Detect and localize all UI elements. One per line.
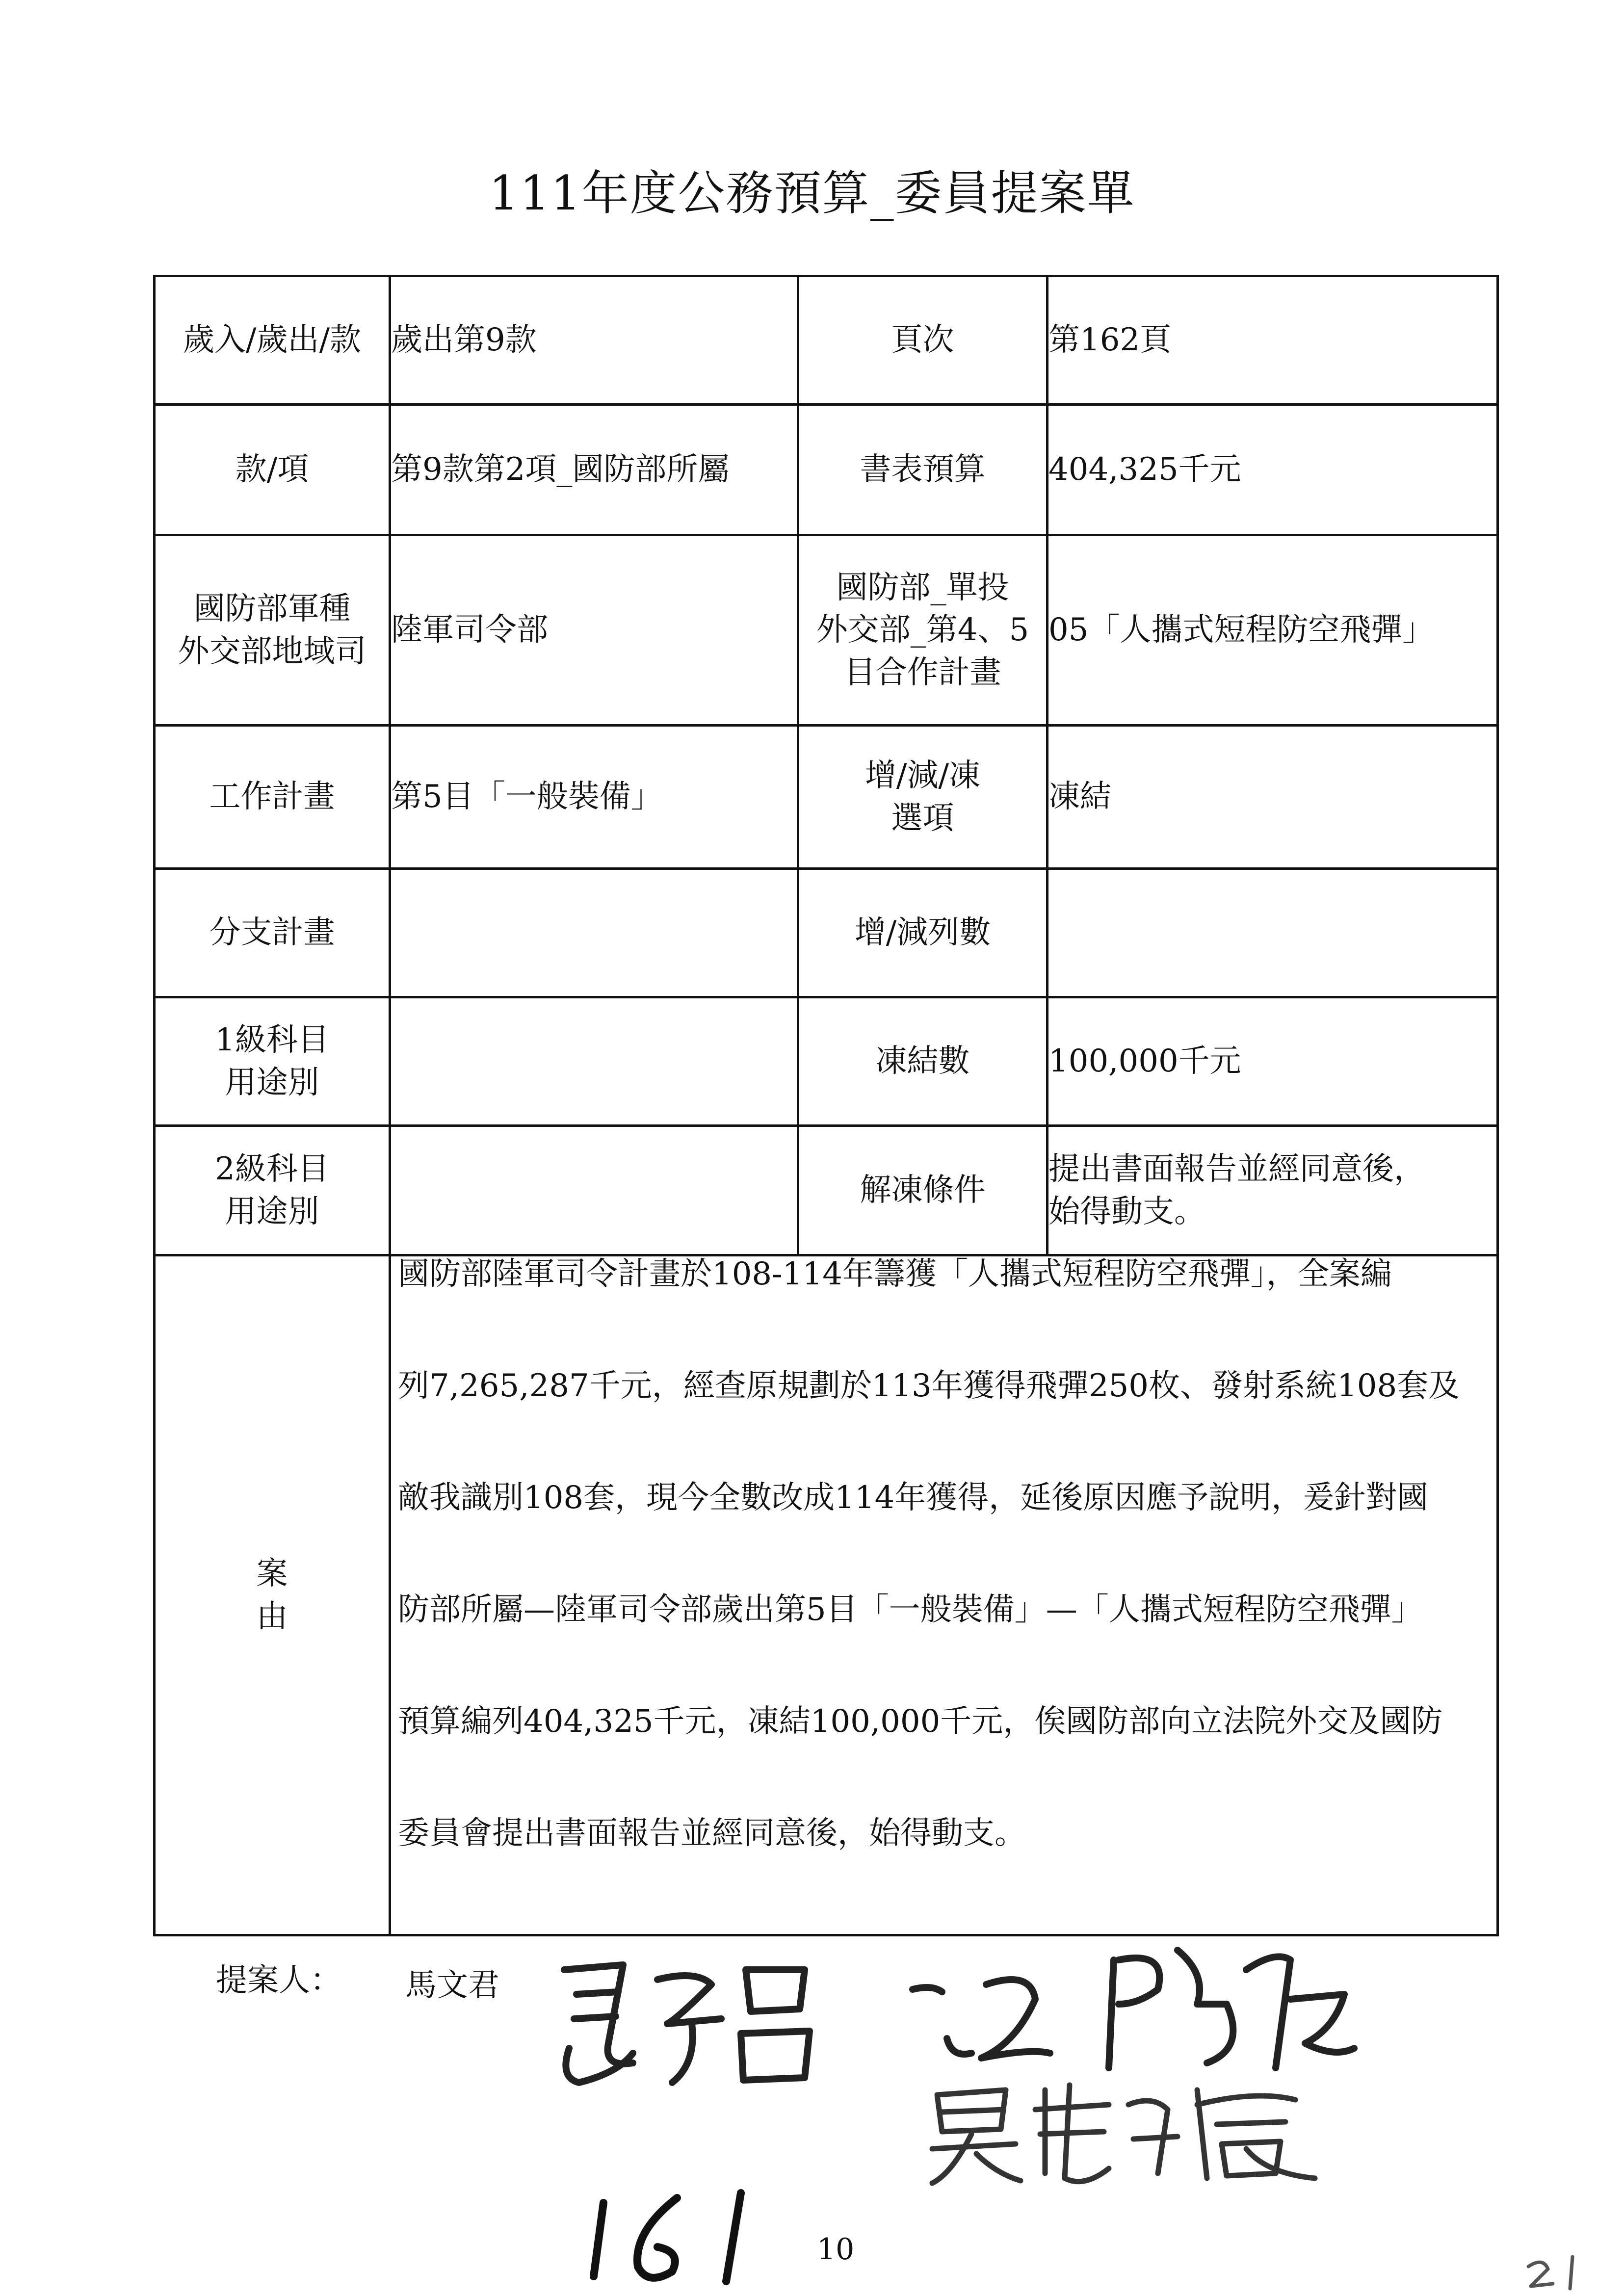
label-line: 外交部地域司 <box>178 633 367 670</box>
value-line: 始得動支。 <box>1048 1193 1205 1230</box>
value-level1-subject <box>390 997 798 1126</box>
reason-line: 敵我識別108套，現今全數改成114年獲得，延後原因應予說明，爰針對國 <box>398 1480 1429 1516</box>
reason-line: 預算編列404,325千元，凍結100,000千元，俟國防部向立法院外交及國防 <box>398 1704 1443 1740</box>
label-work-plan: 工作計畫 <box>155 726 390 869</box>
label-change-amount: 增/減列數 <box>798 869 1048 997</box>
label-line: 用途別 <box>225 1064 319 1101</box>
value-page: 第162頁 <box>1048 276 1498 405</box>
reason-line: 防部所屬—陸軍司令部歲出第5目「一般裝備」—「人攜式短程防空飛彈」 <box>398 1592 1423 1628</box>
signature-2 <box>903 1931 1364 2092</box>
table-row <box>155 997 1498 1126</box>
reason-line: 列7,265,287千元，經查原規劃於113年獲得飛彈250枚、發射系統108套及 <box>398 1368 1460 1404</box>
label-line: 選項 <box>891 800 954 836</box>
value-frozen-amount: 100,000千元 <box>1048 997 1498 1126</box>
label-section: 款/項 <box>155 405 390 535</box>
reason-line: 委員會提出書面報告並經同意後，始得動支。 <box>398 1816 1026 1852</box>
label-line: 1級科目 <box>215 1022 329 1059</box>
label-budget-amount: 書表預算 <box>798 405 1048 535</box>
value-section: 第9款第2項_國防部所屬 <box>390 405 798 535</box>
proposal-form-table <box>153 275 1499 1936</box>
label-line: 國防部_單投 <box>836 569 1009 606</box>
proposer-label: 提案人： <box>216 1962 341 1999</box>
value-branch-plan <box>390 869 798 997</box>
page-title: 111年度公務預算_委員提案單 <box>489 166 1135 221</box>
label-line: 外交部_第4、5 <box>816 612 1029 649</box>
value-level2-subject <box>390 1126 798 1255</box>
value-budget-amount: 404,325千元 <box>1048 405 1498 535</box>
label-option <box>798 726 1048 869</box>
corner-mark-handwritten <box>1523 2252 1592 2291</box>
page-mark-handwritten <box>579 2178 765 2291</box>
value-reason <box>390 1255 1498 1935</box>
signature-3 <box>922 2075 1325 2188</box>
label-reason: 案由 <box>155 1255 390 1935</box>
label-budget-type: 歲入/歲出/款 <box>155 276 390 405</box>
label-line: 用途別 <box>225 1193 319 1230</box>
value-change-amount <box>1048 869 1498 997</box>
table-row <box>155 1126 1498 1255</box>
signature-1 <box>550 1950 824 2097</box>
value-work-plan: 第5目「一般裝備」 <box>390 726 798 869</box>
value-option: 凍結 <box>1048 726 1498 869</box>
label-unfreeze-condition: 解凍條件 <box>798 1126 1048 1255</box>
label-frozen-amount: 凍結數 <box>798 997 1048 1126</box>
value-line: 提出書面報告並經同意後， <box>1048 1151 1425 1188</box>
proposer-name: 馬文君 <box>405 1967 499 2004</box>
value-budget-type: 歲出第9款 <box>390 276 798 405</box>
label-line: 目合作計畫 <box>844 654 1001 691</box>
table-row <box>155 726 1498 869</box>
table-row <box>155 535 1498 726</box>
value-program: 05「人攜式短程防空飛彈」 <box>1048 535 1498 726</box>
table-row <box>155 1255 1498 1935</box>
label-military-branch <box>155 535 390 726</box>
label-line: 國防部軍種 <box>193 591 351 627</box>
label-program <box>798 535 1048 726</box>
label-level2-subject <box>155 1126 390 1255</box>
reason-line: 國防部陸軍司令計畫於108-114年籌獲「人攜式短程防空飛彈」，全案編 <box>398 1256 1392 1292</box>
table-row <box>155 405 1498 535</box>
value-unfreeze-condition <box>1048 1126 1498 1255</box>
label-branch-plan: 分支計畫 <box>155 869 390 997</box>
label-line: 增/減/凍 <box>864 757 981 794</box>
label-page: 頁次 <box>798 276 1048 405</box>
value-military-branch: 陸軍司令部 <box>390 535 798 726</box>
label-level1-subject <box>155 997 390 1126</box>
page-number: 10 <box>817 2232 855 2267</box>
table-row <box>155 869 1498 997</box>
table-row <box>155 276 1498 405</box>
label-line: 2級科目 <box>215 1151 329 1188</box>
